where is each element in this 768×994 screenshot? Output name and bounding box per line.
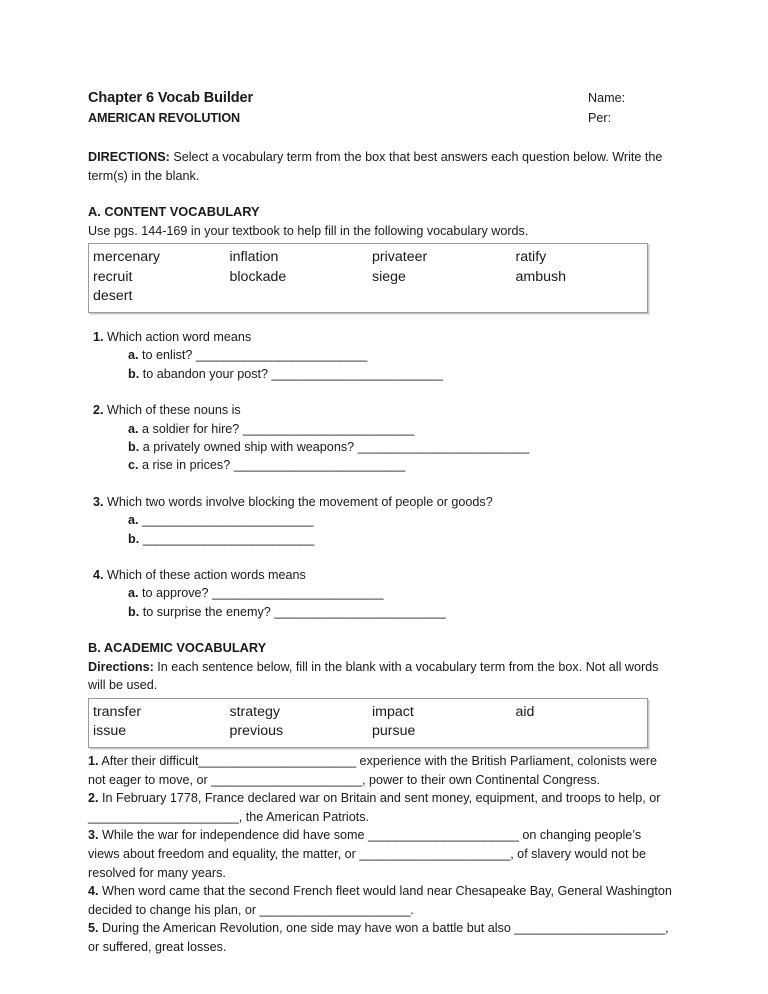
answer-blank[interactable]: _________________________ — [212, 586, 384, 601]
question-sub-item — [88, 438, 676, 456]
sentence-text: During the American Revolution, one side may have won a battle but also — [98, 921, 515, 936]
question-number: 1. — [93, 329, 104, 344]
content-vocabulary-questions — [88, 328, 676, 621]
question-group — [88, 566, 676, 621]
section-b-directions-text: In each sentence below, fill in the blank with a vocabulary term from the box. Not all words will be used. — [88, 659, 659, 693]
word-box-row — [89, 248, 647, 268]
vocabulary-word: siege — [372, 268, 406, 285]
question-group — [88, 401, 676, 475]
vocabulary-word: mercenary — [93, 249, 161, 266]
word-box-row — [89, 268, 647, 288]
fill-in-sentence — [88, 789, 676, 826]
question-prompt — [88, 401, 676, 419]
fill-in-sentence — [88, 882, 676, 919]
question-sub-item — [88, 456, 676, 474]
vocabulary-word: transfer — [93, 703, 142, 720]
sentence-text: . — [410, 902, 414, 917]
vocabulary-word: impact — [372, 703, 414, 720]
section-a-instruction: Use pgs. 144-169 in your textbook to help fill in the following vocabulary words. — [88, 223, 529, 238]
directions-text: Select a vocabulary term from the box that best answers each question below. Write the term(s) in the blank. — [88, 150, 663, 183]
vocabulary-word: desert — [93, 288, 133, 305]
directions-label: DIRECTIONS: — [88, 150, 170, 164]
academic-vocabulary-word-box — [88, 698, 648, 748]
sub-item-letter: b. — [128, 366, 140, 381]
question-text: Which of these nouns is — [103, 403, 241, 418]
academic-vocabulary-sentences — [88, 752, 676, 957]
answer-blank[interactable]: _________________________ — [242, 421, 415, 436]
question-prompt — [88, 328, 676, 346]
question-sub-item — [88, 530, 676, 548]
sentence-text: When word came that the second French fleet would land near Chesapeake Bay, General Washington decided to change his plan, or — [88, 884, 672, 917]
answer-blank[interactable]: ______________________ — [88, 809, 239, 824]
sentence-text: , power to their own Continental Congress. — [362, 772, 601, 787]
fill-in-sentence — [88, 826, 676, 882]
vocabulary-word: pursue — [372, 723, 416, 740]
answer-blank[interactable]: _________________________ — [233, 458, 406, 473]
sentence-number: 1. — [88, 753, 99, 768]
sub-item-text: to approve? — [138, 586, 213, 601]
sub-item-letter: b. — [128, 604, 140, 619]
sub-item-text: a rise in prices? — [138, 458, 234, 473]
document-subtitle: AMERICAN REVOLUTION — [88, 111, 241, 125]
word-box-row — [89, 703, 647, 723]
answer-blank[interactable]: ______________________ — [359, 846, 511, 861]
answer-blank[interactable]: _________________________ — [195, 348, 368, 363]
sub-item-text: to abandon your post? — [139, 366, 272, 381]
answer-blank[interactable]: ______________________ — [514, 921, 666, 936]
question-sub-item — [88, 603, 676, 621]
section-b-directions-label: Directions: — [88, 659, 154, 674]
vocabulary-word: privateer — [372, 249, 428, 266]
question-text: Which of these action words means — [103, 567, 306, 582]
vocabulary-word: ambush — [515, 268, 566, 285]
sub-item-letter: c. — [128, 458, 139, 473]
section-b-directions — [88, 658, 676, 695]
word-box-empty-cell — [368, 287, 511, 307]
question-sub-item — [88, 511, 676, 529]
question-number: 4. — [93, 567, 104, 582]
sub-item-letter: a. — [128, 513, 139, 528]
word-box-empty-cell — [226, 287, 368, 307]
sentence-text: While the war for independence did have some — [98, 828, 369, 843]
sentence-text: experience with the British Parliament, colonists were not eager to move, or — [88, 753, 658, 787]
sentence-text: , of slavery would not be resolved for many years. — [88, 846, 646, 880]
section-b-heading: B. ACADEMIC VOCABULARY — [88, 640, 267, 656]
word-box-row — [89, 287, 647, 307]
sub-item-letter: a. — [128, 421, 139, 436]
sentence-number: 2. — [88, 791, 99, 806]
sentence-text: , the American Patriots. — [238, 809, 369, 824]
sentence-text: In February 1778, France declared war on Britain and sent money, equipment, and troops to help, or — [98, 791, 661, 806]
question-group — [88, 493, 676, 548]
sub-item-letter: a. — [128, 348, 139, 363]
sentence-text: After their difficult — [98, 753, 199, 768]
fill-in-sentence — [88, 752, 676, 789]
answer-blank[interactable]: ______________________ — [259, 902, 411, 917]
answer-blank[interactable]: _______________________ — [198, 753, 357, 768]
vocabulary-word: issue — [93, 723, 127, 740]
page-header — [88, 88, 676, 128]
title-block — [88, 88, 253, 128]
name-field-label: Name: — [588, 91, 626, 105]
sub-item-letter: b. — [128, 439, 140, 454]
answer-blank[interactable]: ______________________ — [211, 772, 363, 787]
question-number: 3. — [93, 494, 104, 509]
document-title: Chapter 6 Vocab Builder — [88, 90, 254, 106]
word-box-empty-cell — [511, 722, 647, 742]
word-box-row — [89, 722, 647, 742]
vocabulary-word: ratify — [515, 249, 547, 266]
vocabulary-word: inflation — [229, 249, 279, 266]
sub-item-text: to surprise the enemy? — [139, 604, 275, 619]
question-sub-item — [88, 584, 676, 602]
question-group — [88, 328, 676, 383]
question-sub-item — [88, 365, 676, 383]
question-sub-item — [88, 346, 676, 364]
answer-blank[interactable]: _________________________ — [274, 604, 446, 619]
sentence-text: , or suffered, great losses. — [88, 921, 669, 954]
student-info-block — [588, 88, 625, 128]
sub-item-text: a privately owned ship with weapons? — [139, 439, 358, 454]
question-text: Which two words involve blocking the movement of people or goods? — [103, 494, 493, 509]
question-prompt — [88, 493, 676, 511]
question-sub-item — [88, 420, 676, 438]
sub-item-text: to enlist? — [138, 348, 196, 363]
sentence-number: 5. — [88, 921, 99, 936]
answer-blank[interactable]: ______________________ — [368, 828, 519, 843]
answer-blank[interactable]: _________________________ — [357, 439, 529, 454]
question-text: Which action word means — [103, 329, 252, 344]
vocabulary-word: strategy — [229, 703, 280, 720]
content-vocabulary-word-box — [88, 243, 648, 313]
vocabulary-word: recruit — [93, 268, 133, 285]
word-box-empty-cell — [511, 287, 647, 307]
vocabulary-word: aid — [515, 703, 535, 720]
answer-blank[interactable]: _________________________ — [142, 513, 314, 528]
answer-blank[interactable]: _________________________ — [271, 366, 443, 381]
sentence-number: 3. — [88, 828, 99, 843]
sub-item-letter: b. — [128, 531, 140, 546]
vocabulary-word: blockade — [229, 268, 287, 285]
period-field-label: Per: — [588, 111, 612, 125]
sub-item-letter: a. — [128, 586, 139, 601]
fill-in-sentence — [88, 919, 676, 956]
vocabulary-word: previous — [229, 723, 284, 740]
sentence-text: on changing people’s views about freedom and equality, the matter, or — [88, 828, 642, 861]
answer-blank[interactable]: _________________________ — [142, 531, 315, 546]
sentence-number: 4. — [88, 884, 99, 899]
directions-paragraph — [88, 148, 676, 185]
sub-item-text: a soldier for hire? — [138, 421, 243, 436]
section-a-heading: A. CONTENT VOCABULARY — [88, 204, 260, 220]
question-prompt — [88, 566, 676, 584]
question-number: 2. — [93, 403, 104, 418]
